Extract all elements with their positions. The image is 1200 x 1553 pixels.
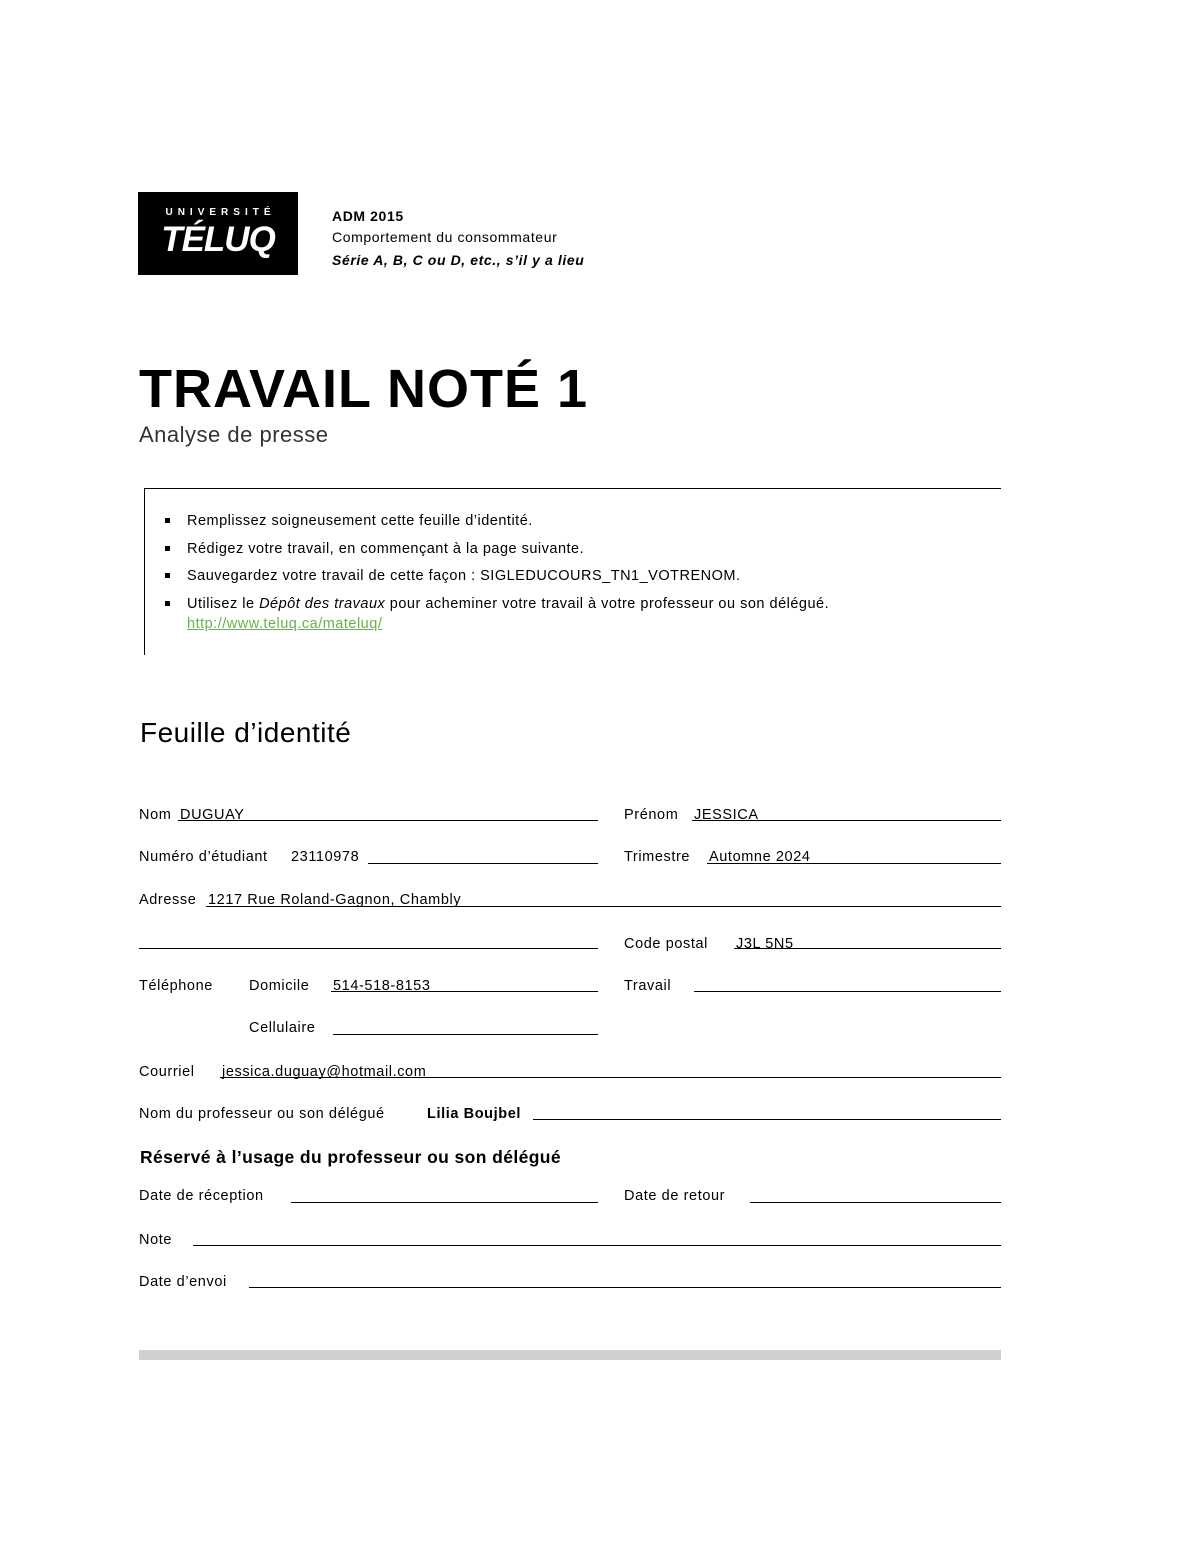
mateluq-link[interactable]: http://www.teluq.ca/mateluq/ bbox=[187, 615, 383, 632]
trimestre-field-line bbox=[707, 863, 1001, 864]
instruction-text: Remplissez soigneusement cette feuille d’identité. bbox=[187, 513, 533, 529]
instruction-text: Sauvegardez votre travail de cette façon : SIGLEDUCOURS_TN1_VOTRENOM. bbox=[187, 568, 741, 584]
trimestre-label: Trimestre bbox=[624, 849, 691, 865]
date-retour-field-line[interactable] bbox=[750, 1202, 1001, 1203]
identity-section-title: Feuille d’identité bbox=[140, 717, 352, 748]
instruction-text-post: pour acheminer votre travail à votre professeur ou son délégué. bbox=[385, 595, 830, 612]
prenom-value[interactable]: JESSICA bbox=[694, 807, 759, 823]
note-label: Note bbox=[139, 1232, 173, 1248]
date-reception-field-line[interactable] bbox=[291, 1202, 598, 1203]
instructions-box bbox=[144, 488, 1001, 655]
travail-field-line bbox=[694, 991, 1001, 992]
cellulaire-field-line bbox=[333, 1034, 598, 1035]
nom-field-line bbox=[178, 820, 598, 821]
travail-label: Travail bbox=[624, 978, 672, 994]
teluq-logo bbox=[138, 192, 298, 275]
adresse-field-line bbox=[206, 906, 1001, 907]
date-envoi-label: Date d’envoi bbox=[139, 1274, 227, 1290]
courriel-field-line bbox=[220, 1077, 1001, 1078]
instruction-item bbox=[165, 594, 830, 632]
nom-value[interactable]: DUGUAY bbox=[180, 807, 245, 823]
domicile-field-line bbox=[331, 991, 598, 992]
logo-top-text: UNIVERSITÉ bbox=[165, 207, 276, 218]
nom-label: Nom bbox=[139, 807, 172, 823]
numero-field-line bbox=[368, 863, 598, 864]
instruction-item bbox=[165, 511, 829, 539]
adresse-value[interactable]: 1217 Rue Roland-Gagnon, Chambly bbox=[208, 892, 462, 908]
professeur-value[interactable]: Lilia Boujbel bbox=[427, 1106, 521, 1122]
date-envoi-field-line[interactable] bbox=[249, 1287, 1001, 1288]
course-name: Comportement du consommateur bbox=[332, 229, 558, 245]
note-field-line[interactable] bbox=[193, 1245, 1001, 1246]
professeur-field-line bbox=[533, 1119, 1001, 1120]
courriel-value[interactable]: jessica.duguay@hotmail.com bbox=[222, 1064, 427, 1080]
numero-label: Numéro d’étudiant bbox=[139, 849, 268, 865]
logo-main-text: TÉLUQ bbox=[161, 220, 275, 259]
prenom-label: Prénom bbox=[624, 807, 679, 823]
trimestre-value[interactable]: Automne 2024 bbox=[709, 849, 811, 865]
course-info bbox=[332, 206, 584, 273]
domicile-label: Domicile bbox=[249, 978, 310, 994]
reserve-section-title: Réservé à l’usage du professeur ou son délégué bbox=[140, 1147, 562, 1167]
code-postal-field-line bbox=[734, 948, 1001, 949]
numero-value[interactable]: 23110978 bbox=[291, 849, 360, 865]
instruction-text: Rédigez votre travail, en commençant à la page suivante. bbox=[187, 540, 585, 557]
page-subtitle: Analyse de presse bbox=[139, 422, 329, 447]
page-title: TRAVAIL NOTÉ 1 bbox=[139, 359, 589, 419]
domicile-value[interactable]: 514-518-8153 bbox=[333, 978, 431, 994]
instructions-list bbox=[165, 511, 830, 632]
course-serie: Série A, B, C ou D, etc., s’il y a lieu bbox=[332, 252, 585, 268]
date-reception-label: Date de réception bbox=[139, 1188, 264, 1204]
instruction-item bbox=[165, 566, 829, 594]
instruction-item bbox=[165, 539, 829, 567]
instruction-text-pre: Utilisez le bbox=[187, 595, 260, 612]
telephone-label: Téléphone bbox=[139, 978, 213, 994]
courriel-label: Courriel bbox=[139, 1064, 195, 1080]
prenom-field-line bbox=[692, 820, 1001, 821]
course-code: ADM 2015 bbox=[332, 208, 404, 224]
professeur-label: Nom du professeur ou son délégué bbox=[139, 1106, 385, 1122]
date-retour-label: Date de retour bbox=[624, 1188, 726, 1204]
adresse-line-2 bbox=[139, 948, 598, 949]
code-postal-label: Code postal bbox=[624, 936, 708, 952]
cellulaire-label: Cellulaire bbox=[249, 1020, 316, 1036]
adresse-label: Adresse bbox=[139, 892, 197, 908]
depot-des-travaux-text: Dépôt des travaux bbox=[259, 595, 386, 612]
footer-divider bbox=[139, 1350, 1001, 1360]
code-postal-value[interactable]: J3L 5N5 bbox=[736, 936, 794, 952]
